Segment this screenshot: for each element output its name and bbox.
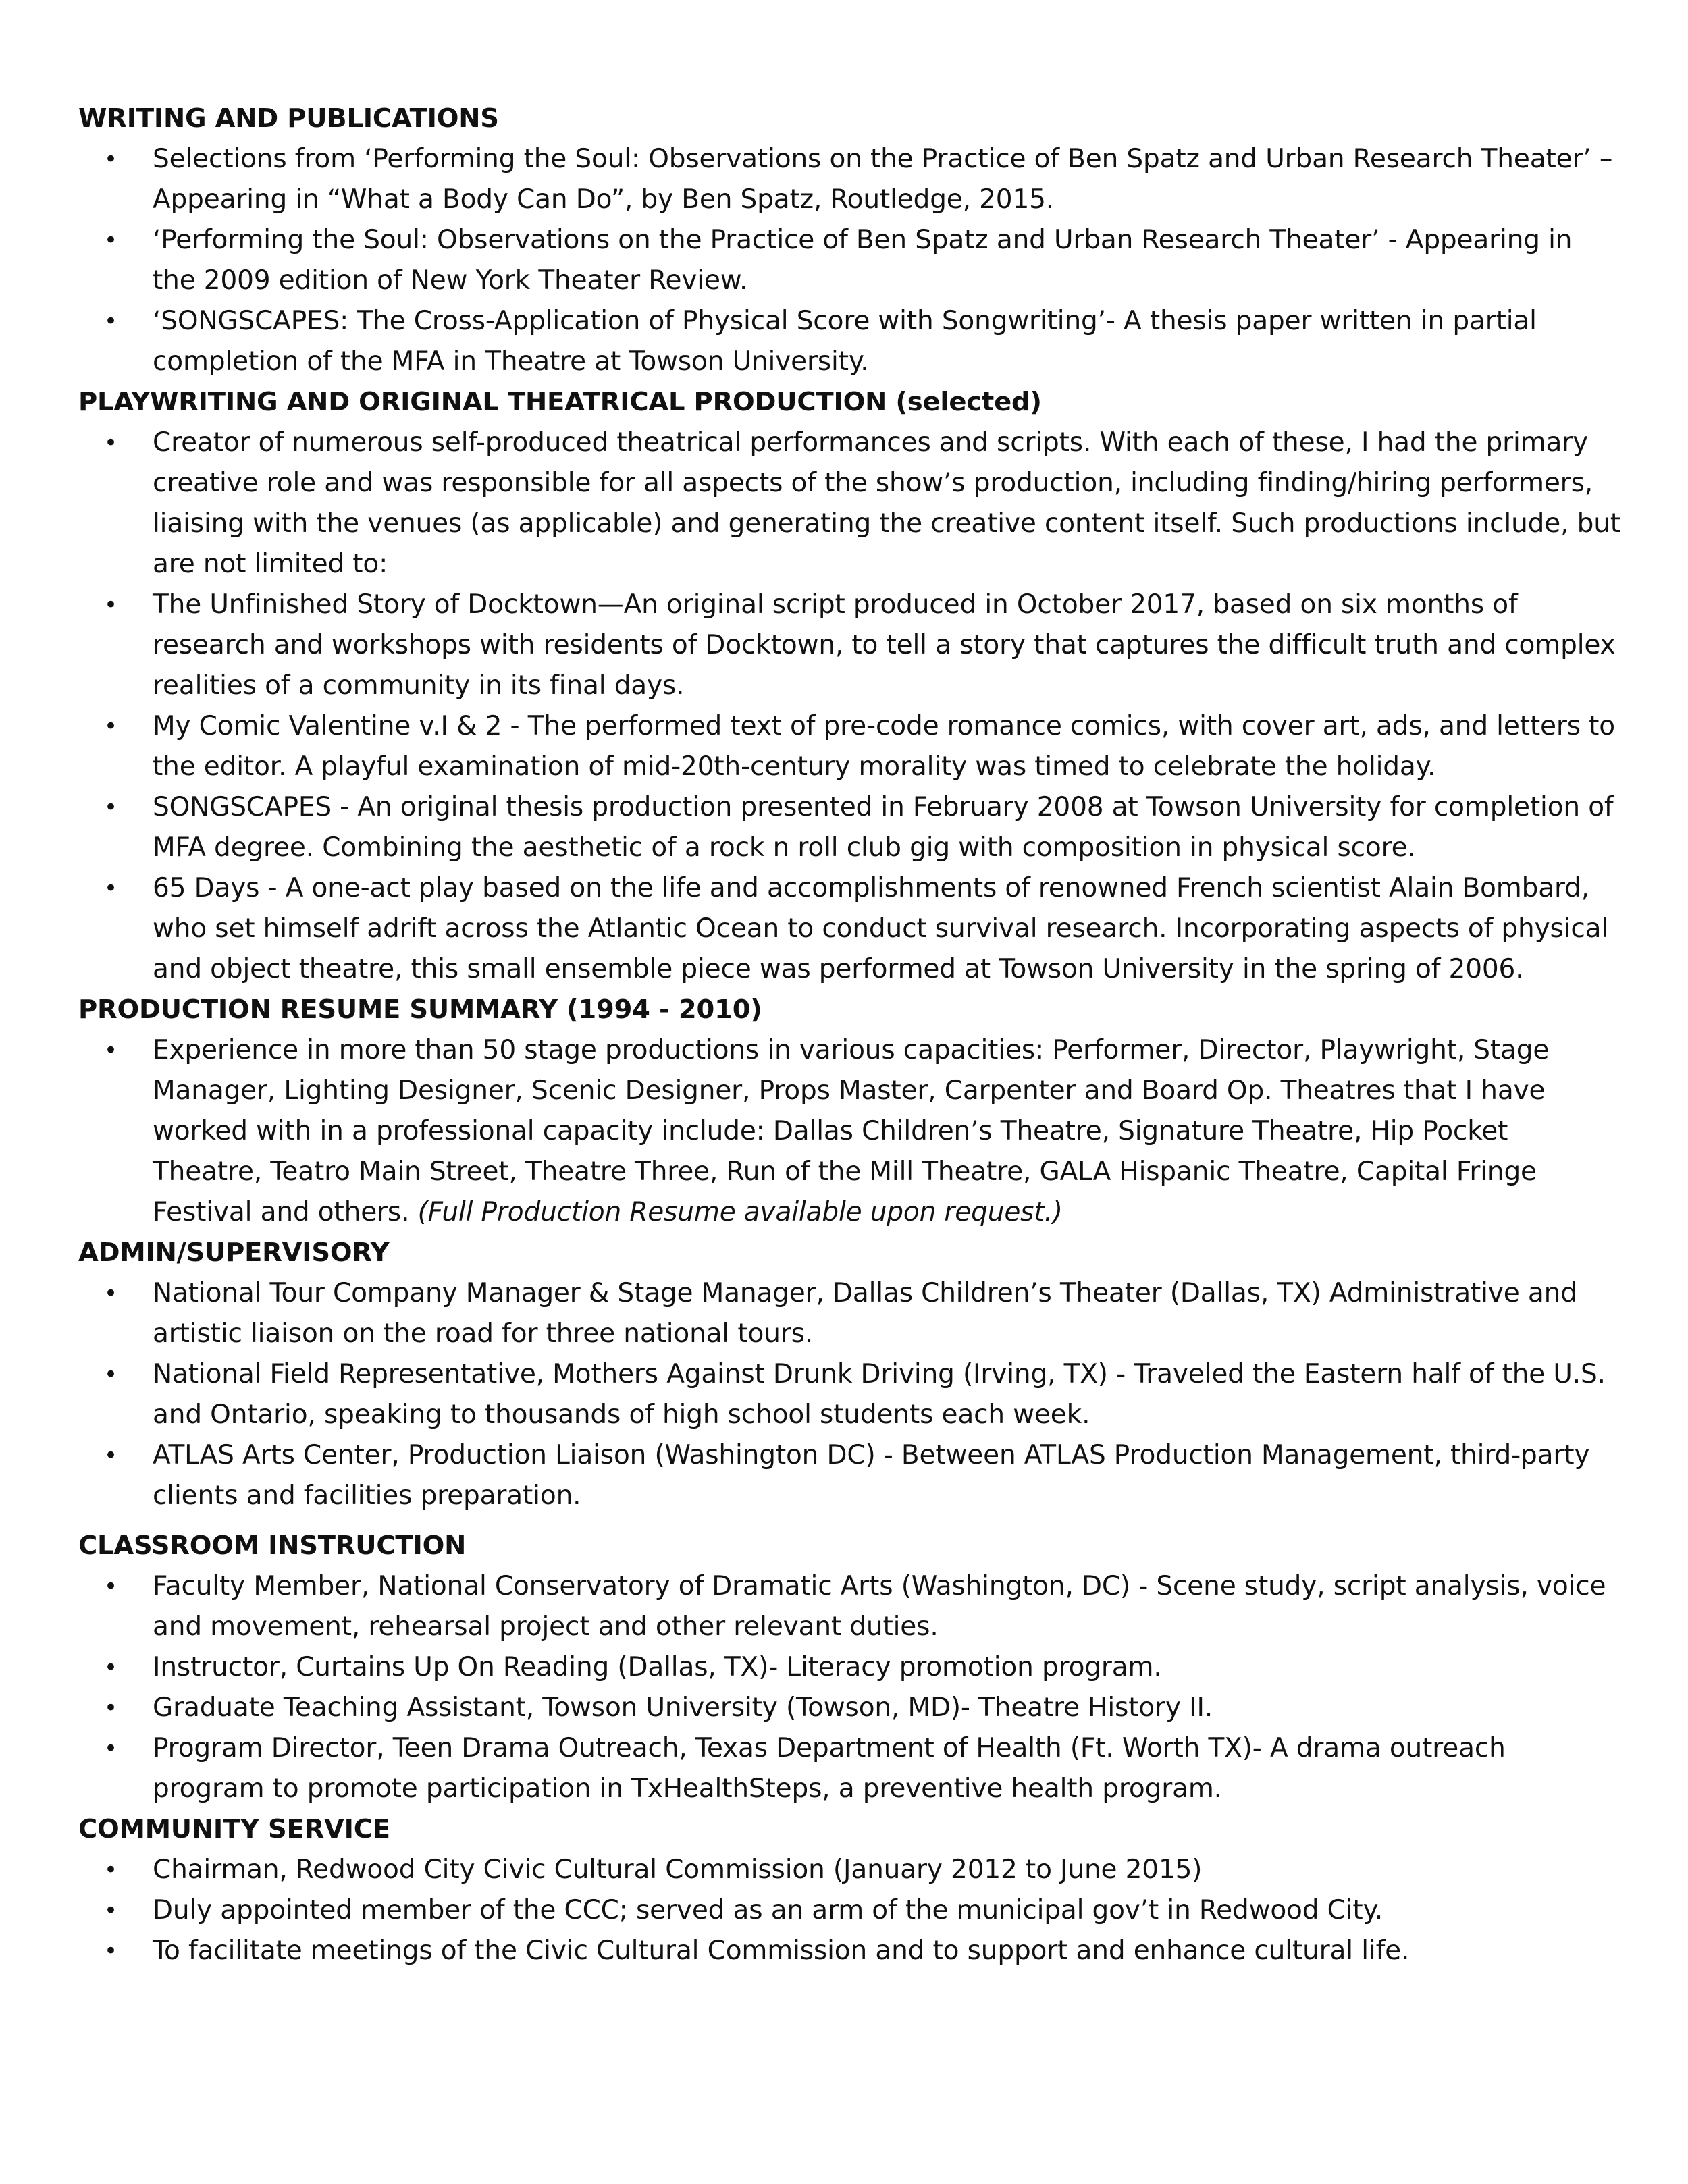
bullet-icon: • — [104, 429, 117, 456]
bullet-icon: • — [104, 1897, 117, 1924]
bullet-icon: • — [104, 1280, 117, 1307]
resume-note: (Full Production Resume available upon request.) — [417, 1197, 1063, 1227]
bullet-icon: • — [104, 794, 117, 821]
list-item: • ATLAS Arts Center, Production Liaison (Washington DC) - Between ATLAS Production Management, third-party clients and facilities preparation. — [78, 1435, 1620, 1516]
bullet-list — [78, 139, 1620, 382]
list-item: • ‘Performing the Soul: Observations on the Practice of Ben Spatz and Urban Research Theater’ - Appearing in the 2009 edition of New York Theater Review. — [78, 220, 1620, 301]
list-item: • National Tour Company Manager & Stage Manager, Dallas Children’s Theater (Dallas, TX) Administrative and artistic liaison on the road for three national tours. — [78, 1273, 1620, 1354]
list-item: • ‘SONGSCAPES: The Cross-Application of Physical Score with Songwriting’- A thesis paper written in partial completion of the MFA in Theatre at Towson University. — [78, 301, 1620, 382]
list-item: • Creator of numerous self-produced theatrical performances and scripts. With each of these, I had the primary creative role and was responsible for all aspects of the show’s production, including finding/hiring performers, liaising with the venues (as applicable) and generating the creative content itself. Such productions include, but are not limited to: — [78, 423, 1620, 585]
bullet-list — [78, 423, 1620, 990]
section-playwriting — [78, 382, 1620, 990]
bullet-list — [78, 1273, 1620, 1516]
list-item: • 65 Days - A one-act play based on the life and accomplishments of renowned French scientist Alain Bombard, who set himself adrift across the Atlantic Ocean to conduct survival research. Incorporating aspects of physical and object theatre, this small ensemble piece was performed at Towson University in the spring of 2006. — [78, 868, 1620, 990]
list-item: • Selections from ‘Performing the Soul: Observations on the Practice of Ben Spatz and Urban Research Theater’ – Appearing in “What a Body Can Do”, by Ben Spatz, Routledge, 2015. — [78, 139, 1620, 220]
section-production-summary — [78, 990, 1620, 1233]
bullet-icon: • — [104, 713, 117, 740]
bullet-icon: • — [104, 227, 117, 254]
bullet-icon: • — [104, 591, 117, 618]
bullet-list — [78, 1030, 1620, 1233]
list-item: • Program Director, Teen Drama Outreach, Texas Department of Health (Ft. Worth TX)- A drama outreach program to promote participation in TxHealthSteps, a preventive health program. — [78, 1728, 1620, 1809]
list-item: • The Unfinished Story of Docktown—An original script produced in October 2017, based on six months of research and workshops with residents of Docktown, to tell a story that captures the difficult truth and complex realities of a community in its final days. — [78, 585, 1620, 706]
list-item: • Graduate Teaching Assistant, Towson University (Towson, MD)- Theatre History II. — [78, 1688, 1620, 1728]
list-item: • Chairman, Redwood City Civic Cultural Commission (January 2012 to June 2015) — [78, 1850, 1620, 1890]
bullet-icon: • — [104, 1735, 117, 1762]
list-item: • Experience in more than 50 stage productions in various capacities: Performer, Director, Playwright, Stage Manager, Lighting Designer, Scenic Designer, Props Master, Carpenter and Board Op. Theatres that I have worked with in a professional capacity include: Dallas Children’s Theatre, Signature Theatre, Hip Pocket Theatre, Teatro Main Street, Theatre Three, Run of the Mill Theatre, GALA Hispanic Theatre, Capital Fringe Festival and others. (Full Production Resume available upon request.) — [78, 1030, 1620, 1233]
list-item: • To facilitate meetings of the Civic Cultural Commission and to support and enhance cultural life. — [78, 1931, 1620, 1971]
list-item: • Instructor, Curtains Up On Reading (Dallas, TX)- Literacy promotion program. — [78, 1647, 1620, 1688]
section-heading: ADMIN/SUPERVISORY — [78, 1237, 390, 1268]
list-item: • My Comic Valentine v.I & 2 - The performed text of pre-code romance comics, with cover art, ads, and letters to the editor. A playful examination of mid-20th-century morality was timed to celebrate the holiday. — [78, 706, 1620, 787]
bullet-icon: • — [104, 1361, 117, 1388]
section-classroom-instruction — [78, 1526, 1620, 1809]
bullet-list — [78, 1850, 1620, 1971]
section-heading: PRODUCTION RESUME SUMMARY (1994 - 2010) — [78, 994, 762, 1025]
bullet-icon: • — [104, 1573, 117, 1600]
bullet-icon: • — [104, 1695, 117, 1722]
list-item: • Faculty Member, National Conservatory of Dramatic Arts (Washington, DC) - Scene study, script analysis, voice and movement, rehearsal project and other relevant duties. — [78, 1566, 1620, 1647]
list-item: • National Field Representative, Mothers Against Drunk Driving (Irving, TX) - Traveled the Eastern half of the U.S. and Ontario, speaking to thousands of high school students each week. — [78, 1354, 1620, 1435]
section-heading: CLASSROOM INSTRUCTION — [78, 1530, 467, 1561]
section-admin-supervisory — [78, 1233, 1620, 1516]
section-community-service — [78, 1809, 1620, 1971]
bullet-icon: • — [104, 1857, 117, 1884]
section-heading: COMMUNITY SERVICE — [78, 1814, 390, 1844]
bullet-icon: • — [104, 1654, 117, 1681]
bullet-icon: • — [104, 875, 117, 902]
bullet-icon: • — [104, 1442, 117, 1469]
bullet-icon: • — [104, 308, 117, 335]
bullet-icon: • — [104, 1037, 117, 1064]
list-item: • SONGSCAPES - An original thesis production presented in February 2008 at Towson University for completion of MFA degree. Combining the aesthetic of a rock n roll club gig with composition in physical score. — [78, 787, 1620, 868]
bullet-icon: • — [104, 1938, 117, 1965]
list-item: • Duly appointed member of the CCC; served as an arm of the municipal gov’t in Redwood City. — [78, 1890, 1620, 1931]
section-writing-publications — [78, 99, 1620, 382]
section-heading: WRITING AND PUBLICATIONS — [78, 103, 499, 134]
section-heading: PLAYWRITING AND ORIGINAL THEATRICAL PRODUCTION (selected) — [78, 387, 1042, 417]
bullet-icon: • — [104, 146, 117, 173]
bullet-list — [78, 1566, 1620, 1809]
spacer — [78, 1516, 1620, 1526]
